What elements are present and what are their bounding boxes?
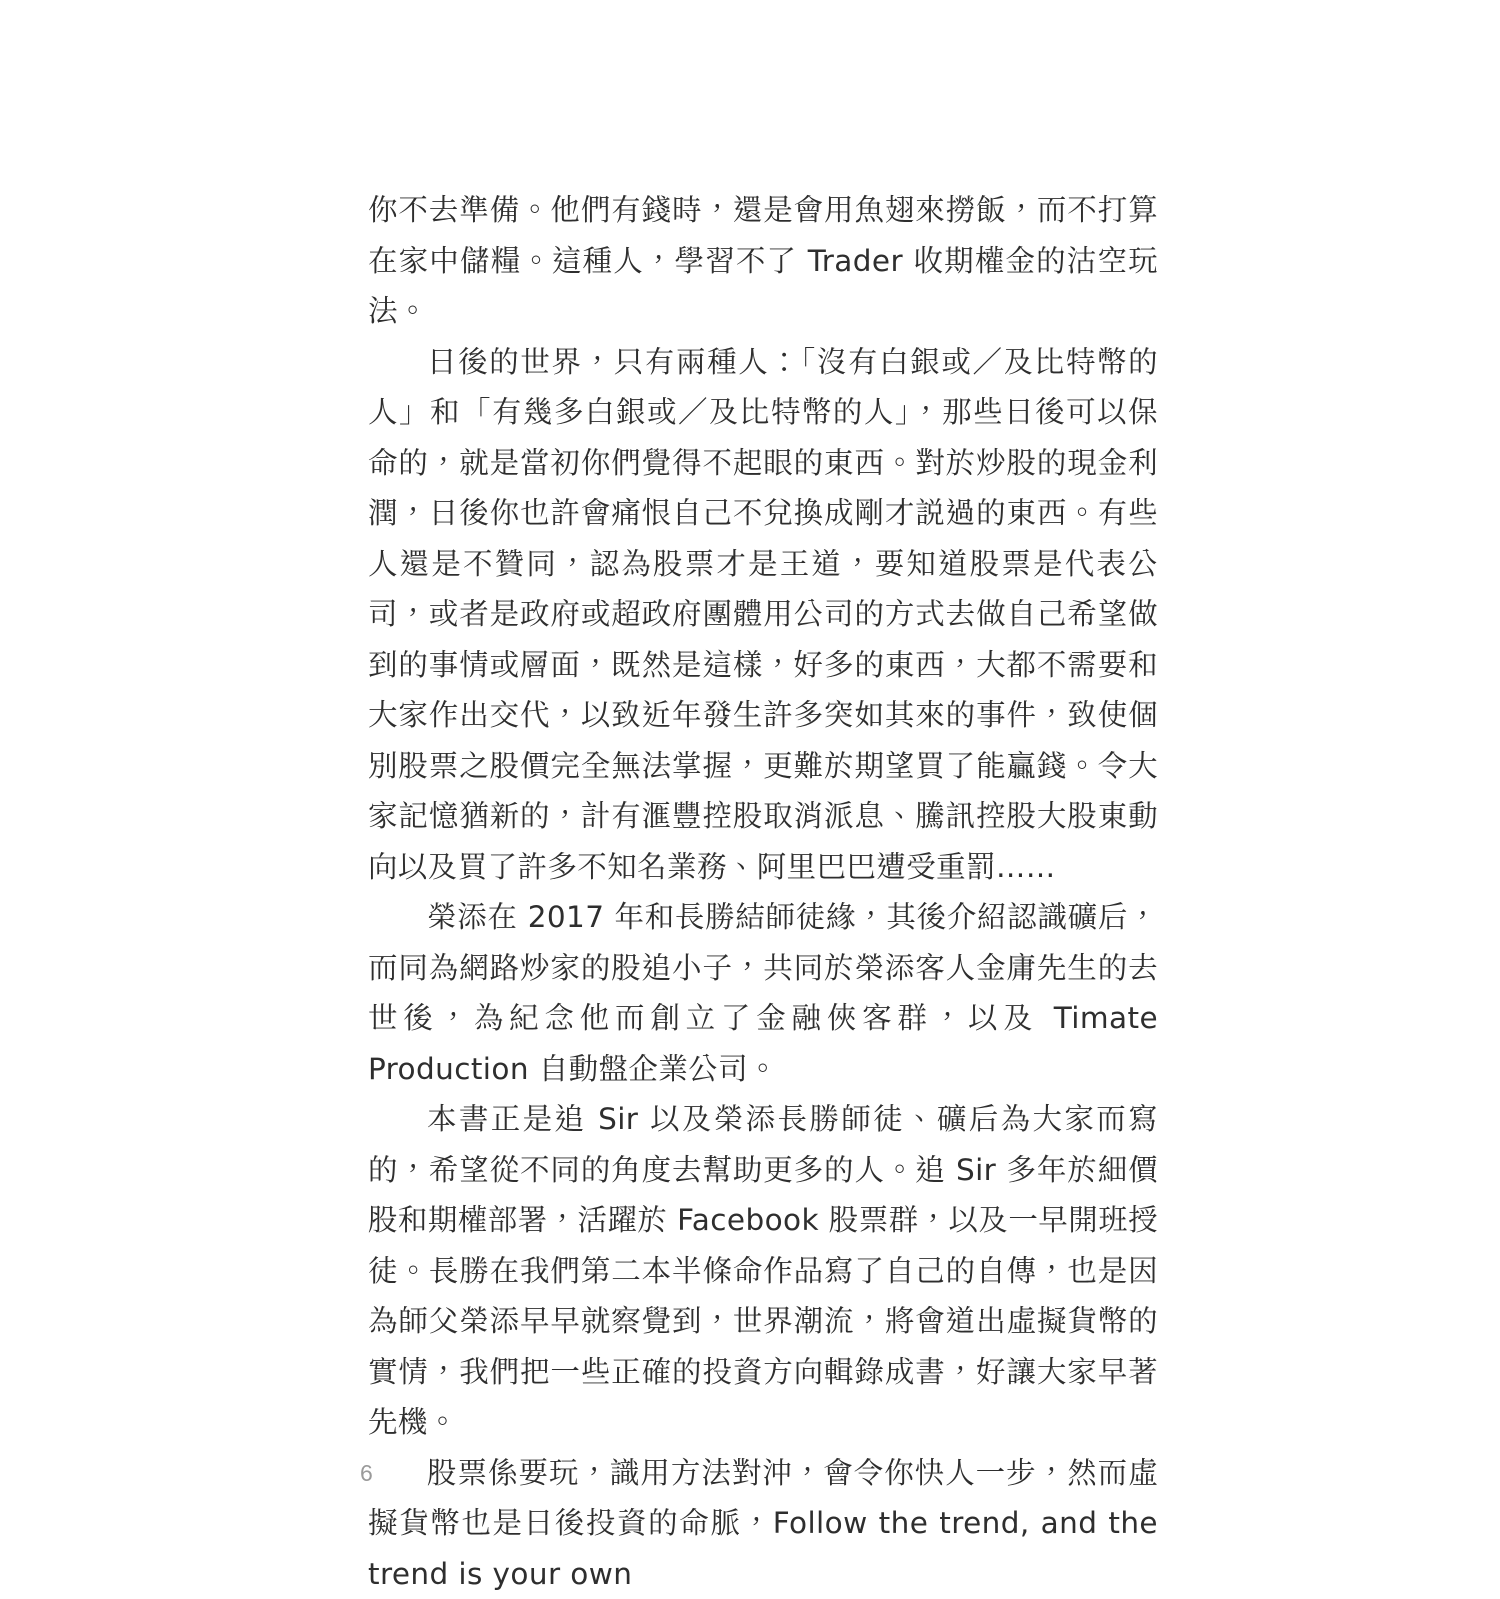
paragraph-5: 股票係要玩，識用方法對沖，會令你快人一步，然而虛擬貨幣也是日後投資的命脈，Follow the trend, and the trend is your own: [368, 1448, 1158, 1599]
paragraph-2: 日後的世界，只有兩種人：「沒有白銀或／及比特幣的人」和「有幾多白銀或／及比特幣的人」，那些日後可以保命的，就是當初你們覺得不起眼的東西。對於炒股的現金利潤，日後你也許會痛恨自己不兌換成剛才説過的東西。有些人還是不贊同，認為股票才是王道，要知道股票是代表公司，或者是政府或超政府團體用公司的方式去做自己希望做到的事情或層面，既然是這樣，好多的東西，大都不需要和大家作出交代，以致近年發生許多突如其來的事件，致使個別股票之股價完全無法掌握，更難於期望買了能贏錢。令大家記憶猶新的，計有滙豐控股取消派息、騰訊控股大股東動向以及買了許多不知名業務、阿里巴巴遭受重罰……: [368, 337, 1158, 893]
page-number: 6: [360, 1460, 373, 1487]
paragraph-4: 本書正是追 Sir 以及榮添長勝師徒、礦后為大家而寫的，希望從不同的角度去幫助更多的人。追 Sir 多年於細價股和期權部署，活躍於 Facebook 股票群，以及一早開班授徒。長勝在我們第二本半條命作品寫了自己的自傳，也是因為師父榮添早早就察覺到，世界潮流，將會道出虛擬貨幣的實情，我們把一些正確的投資方向輯錄成書，好讓大家早著先機。: [368, 1094, 1158, 1448]
paragraph-3: 榮添在 2017 年和長勝結師徒緣，其後介紹認識礦后，而同為網路炒家的股追小子，共同於榮添客人金庸先生的去世後，為紀念他而創立了金融俠客群，以及 Timate Production 自動盤企業公司。: [368, 892, 1158, 1094]
body-text-column: [368, 185, 1158, 1599]
paragraph-1: 你不去準備。他們有錢時，還是會用魚翅來撈飯，而不打算在家中儲糧。這種人，學習不了 Trader 收期權金的沽空玩法。: [368, 185, 1158, 337]
